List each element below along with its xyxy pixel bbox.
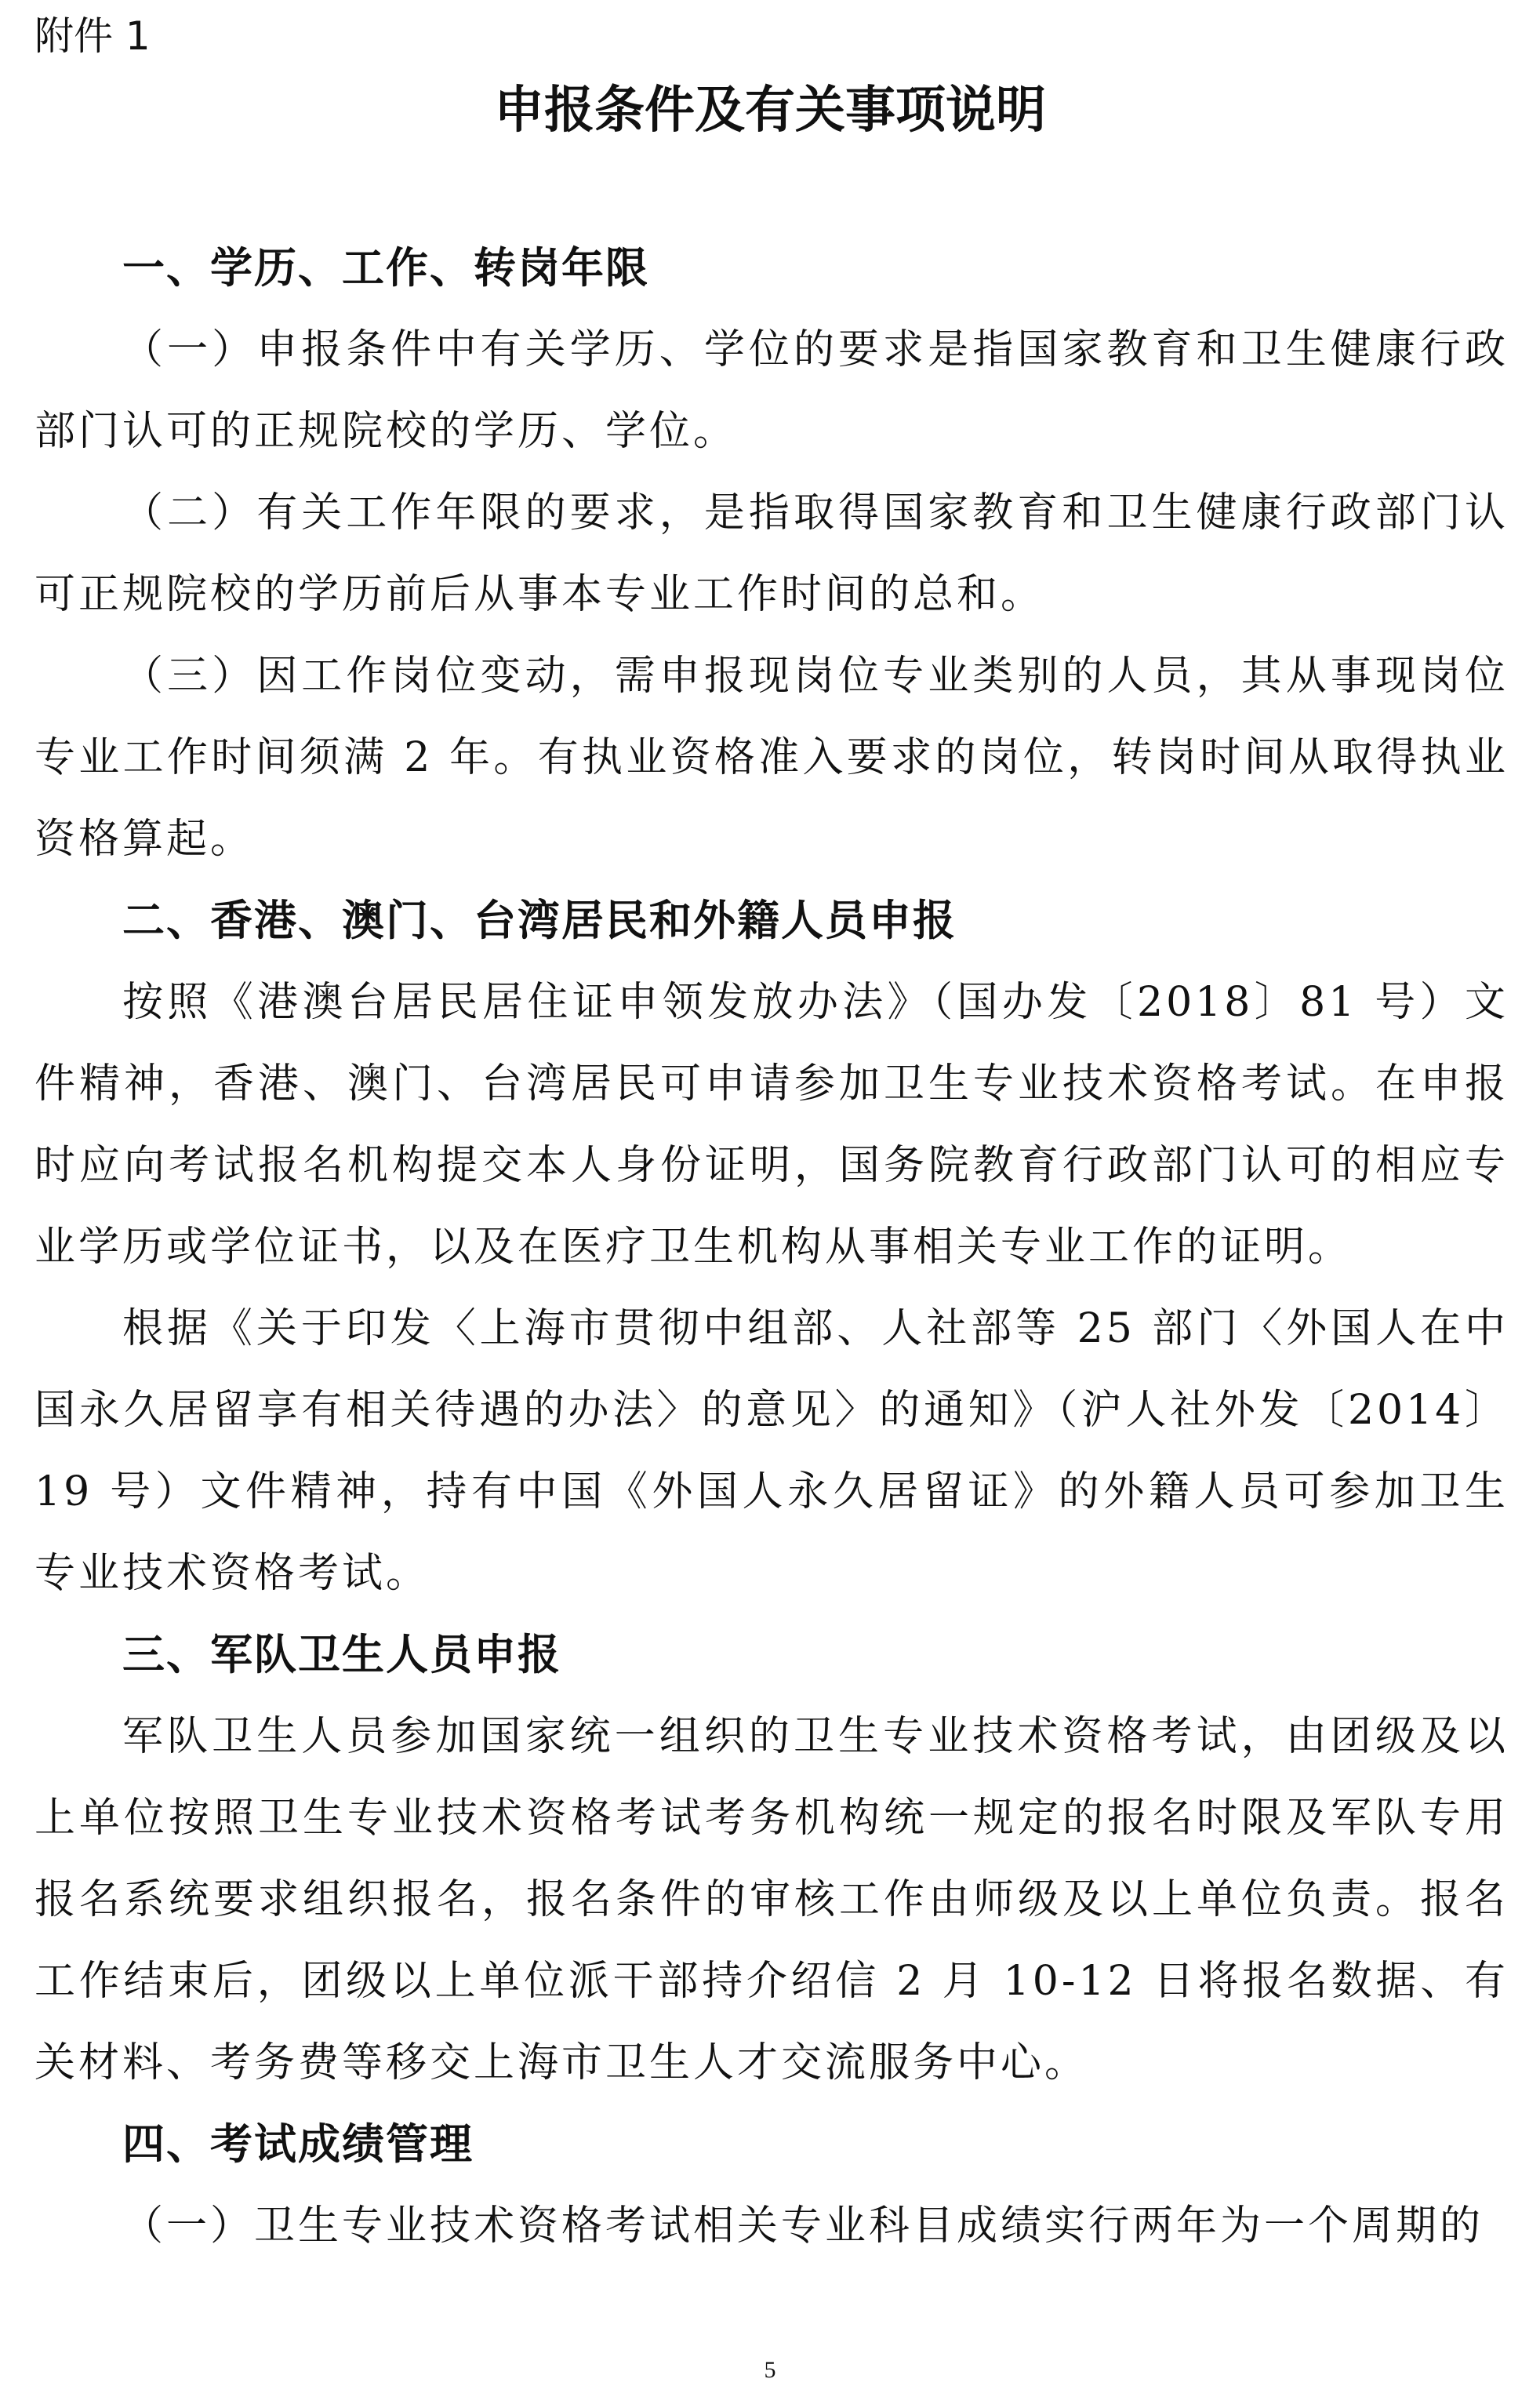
attachment-label: 附件 1 (35, 13, 151, 59)
document-body (35, 227, 1509, 2267)
document-title: 申报条件及有关事项说明 (494, 82, 1046, 140)
section-1-paragraph-1: （一）申报条件中有关学历、学位的要求是指国家教育和卫生健康行政部门认可的正规院校的学历、学位。 (35, 326, 1509, 455)
section-heading-4: 四、考试成绩管理 (122, 2119, 474, 2169)
section-heading-1: 一、学历、工作、转岗年限 (122, 243, 649, 293)
page-number: 5 (764, 2357, 776, 2383)
section-2-paragraph-2: 根据《关于印发〈上海市贯彻中组部、人社部等 25 部门〈外国人在中国永久居留享有相关待遇的办法〉的意见〉的通知》（沪人社外发〔2014〕19 号）文件精神，持有中国《外国人永久居留证》的外籍人员可参加卫生专业技术资格考试。 (35, 1305, 1509, 1597)
section-3-paragraph-1: 军队卫生人员参加国家统一组织的卫生专业技术资格考试，由团级及以上单位按照卫生专业技术资格考试考务机构统一规定的报名时限及军队专用报名系统要求组织报名，报名条件的审核工作由师级及以上单位负责。报名工作结束后，团级以上单位派干部持介绍信 2 月 10-12 日将报名数据、有关材料、考务费等移交上海市卫生人才交流服务中心。 (35, 1713, 1509, 2086)
section-1-paragraph-2: （二）有关工作年限的要求，是指取得国家教育和卫生健康行政部门认可正规院校的学历前后从事本专业工作时间的总和。 (35, 489, 1509, 618)
section-2-paragraph-1: 按照《港澳台居民居住证申领发放办法》（国办发〔2018〕81 号）文件精神，香港、澳门、台湾居民可申请参加卫生专业技术资格考试。在申报时应向考试报名机构提交本人身份证明，国务院教育行政部门认可的相应专业学历或学位证书，以及在医疗卫生机构从事相关专业工作的证明。 (35, 979, 1509, 1271)
section-heading-2: 二、香港、澳门、台湾居民和外籍人员申报 (122, 896, 957, 945)
section-1-paragraph-3: （三）因工作岗位变动，需申报现岗位专业类别的人员，其从事现岗位专业工作时间须满 2 年。有执业资格准入要求的岗位，转岗时间从取得执业资格算起。 (35, 653, 1509, 863)
section-4-paragraph-1: （一）卫生专业技术资格考试相关专业科目成绩实行两年为一个周期的 (122, 2202, 1484, 2250)
section-heading-3: 三、军队卫生人员申报 (122, 1630, 561, 1679)
